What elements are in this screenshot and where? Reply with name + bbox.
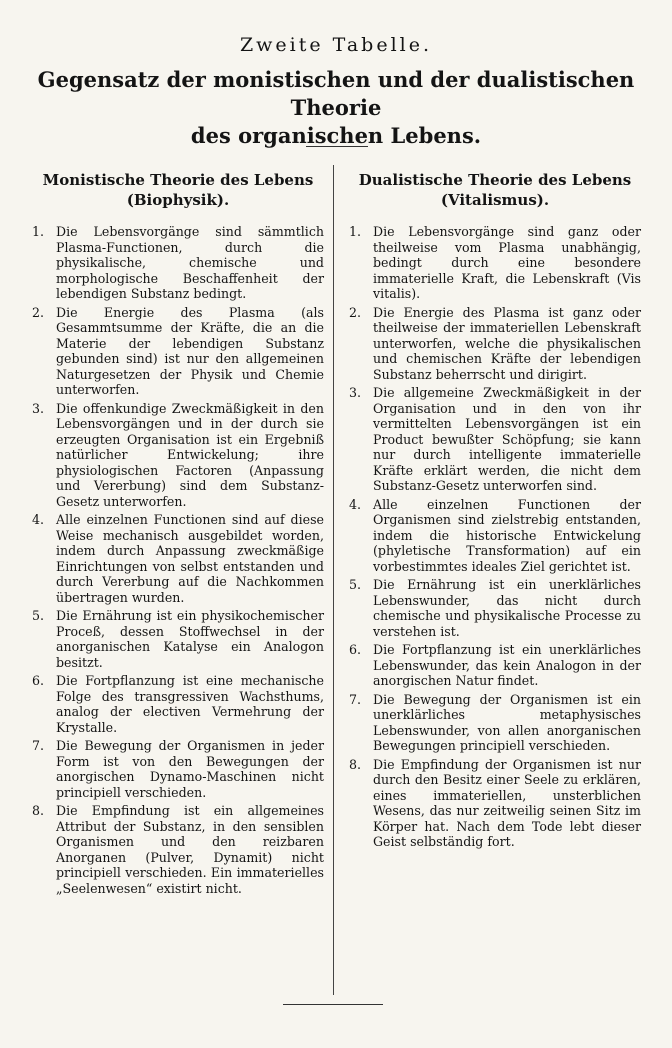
list-item: [349, 305, 641, 383]
item-text: Die Energie des Plasma ist ganz oder theilweise der immateriellen Lebenskraft unterworfen, welche die physikalischen und chemischen Kräfte der lebendigen Substanz beherrscht und dirigirt.: [373, 304, 641, 382]
list-item: [349, 692, 641, 754]
column-divider: [333, 165, 334, 995]
dualistic-column-heading: [349, 170, 641, 214]
list-item: [32, 803, 324, 896]
item-number: 4.: [32, 512, 45, 527]
page-title-line-1: Gegensatz der monistischen und der dualistischen Theorie: [37, 67, 635, 120]
list-item: [349, 577, 641, 639]
item-text: Die Fortpflanzung ist ein unerklärliches Lebenswunder, das kein Analogon in der anorgischen Natur findet.: [373, 642, 641, 688]
item-text: Die Bewegung der Organismen in jeder Form ist von den Bewegungen der anorgischen Dynamo-Maschinen nicht principiell verschieden.: [56, 738, 324, 800]
item-text: Die Ernährung ist ein unerklärliches Lebenswunder, das nicht durch chemische und physikalische Processe zu verstehen ist.: [373, 577, 641, 639]
page-title-line-2: des organischen Lebens.: [190, 123, 482, 148]
item-number: 3.: [32, 400, 45, 416]
item-text: Die allgemeine Zweckmäßigkeit in der Organisation und in den von ihr vermittelten Lebensvorgängen ist ein Product bewußter Schöpfung; sie kann nur durch intelligente immaterielle Kräfte erklärt werden, die nicht dem Substanz-Gesetz unterworfen sind.: [373, 385, 641, 493]
item-number: 8.: [32, 803, 45, 818]
monistic-subtitle: (Biophysik).: [126, 191, 230, 209]
table-label: Zweite Tabelle.: [239, 34, 433, 56]
item-number: 1.: [349, 224, 362, 239]
dualistic-title: Dualistische Theorie des Lebens: [358, 171, 632, 189]
list-item: [349, 642, 641, 689]
list-item: [349, 757, 641, 850]
monistic-column-heading: [32, 170, 324, 214]
item-text: Die Empfindung ist ein allgemeines Attribut der Substanz, in den sensiblen Organismen und den reizbaren Anorganen (Pulver, Dynamit) nicht principiell verschieden. Ein immaterielles „Seelenwesen“ existirt nicht.: [56, 803, 324, 896]
list-item: [32, 401, 324, 510]
list-item: [349, 497, 641, 575]
item-number: 7.: [349, 691, 362, 707]
title-divider: [306, 146, 368, 147]
item-number: 1.: [32, 224, 45, 239]
item-text: Alle einzelnen Functionen der Organismen sind zielstrebig entstanden, indem die historische Entwickelung (phyletische Transformation) auf ein vorbestimmtes ideales Ziel gerichtet ist.: [373, 496, 641, 574]
item-number: 5.: [349, 577, 362, 592]
list-item: [32, 305, 324, 398]
page-title: [0, 66, 672, 150]
item-text: Die Energie des Plasma (als Gesammtsumme der Kräfte, die an die Materie der lebendigen Substanz gebunden sind) ist nur den allgemeinen Naturgesetzen der Physik und Chemie unterworfen.: [56, 304, 324, 397]
item-number: 5.: [32, 608, 45, 623]
item-text: Die offenkundige Zweckmäßigkeit in den Lebensvorgängen und in der durch sie erzeugten Organisation ist ein Ergebniß natürlicher Entwickelung; ihre physiologischen Factoren (Anpassung und Vererbung) sind dem Substanz-Gesetz unterworfen.: [56, 400, 324, 509]
item-number: 4.: [349, 496, 362, 512]
list-item: [32, 608, 324, 670]
monistic-column: [32, 170, 324, 899]
list-item: [32, 673, 324, 735]
item-number: 6.: [349, 642, 362, 657]
item-text: Die Lebensvorgänge sind sämmtlich Plasma-Functionen, durch die physikalische, chemische und morphologische Beschaffenheit der lebendigen Substanz bedingt.: [56, 224, 324, 301]
monistic-list: [32, 224, 324, 896]
item-number: 7.: [32, 738, 45, 753]
item-number: 2.: [32, 304, 45, 320]
list-item: [32, 512, 324, 605]
item-text: Die Lebensvorgänge sind ganz oder theilweise vom Plasma unabhängig, bedingt durch eine besondere immaterielle Kraft, die Lebenskraft (Vis vitalis).: [373, 224, 641, 301]
list-item: [32, 224, 324, 302]
monistic-title: Monistische Theorie des Lebens: [42, 171, 314, 189]
dualistic-column: [349, 170, 641, 853]
dualistic-subtitle: (Vitalismus).: [440, 191, 550, 209]
list-item: [32, 738, 324, 800]
list-item: [349, 385, 641, 494]
item-text: Die Empfindung der Organismen ist nur durch den Besitz einer Seele zu erklären, eines immateriellen, unsterblichen Wesens, das nur zeitweilig seinen Sitz im Körper hat. Nach dem Tode lebt dieser Geist selbständig fort.: [373, 756, 641, 849]
item-number: 3.: [349, 385, 362, 400]
item-text: Alle einzelnen Functionen sind auf diese Weise mechanisch ausgebildet worden, indem durch Anpassung zweckmäßige Einrichtungen von selbst entstanden und durch Vererbung auf die Nachkommen übertragen wurden.: [56, 512, 324, 605]
item-text: Die Ernährung ist ein physikochemischer Proceß, dessen Stoffwechsel in der anorganischen Katalyse ein Analogon besitzt.: [56, 608, 324, 670]
bottom-divider: [283, 1004, 383, 1005]
item-number: 2.: [349, 304, 362, 320]
item-number: 6.: [32, 673, 45, 688]
item-text: Die Fortpflanzung ist eine mechanische Folge des transgressiven Wachsthums, analog der electiven Vermehrung der Krystalle.: [56, 673, 324, 735]
item-number: 8.: [349, 756, 362, 772]
item-text: Die Bewegung der Organismen ist ein unerklärliches metaphysisches Lebenswunder, von allen anorganischen Bewegungen principiell verschieden.: [373, 691, 641, 753]
list-item: [349, 224, 641, 302]
dualistic-list: [349, 224, 641, 850]
